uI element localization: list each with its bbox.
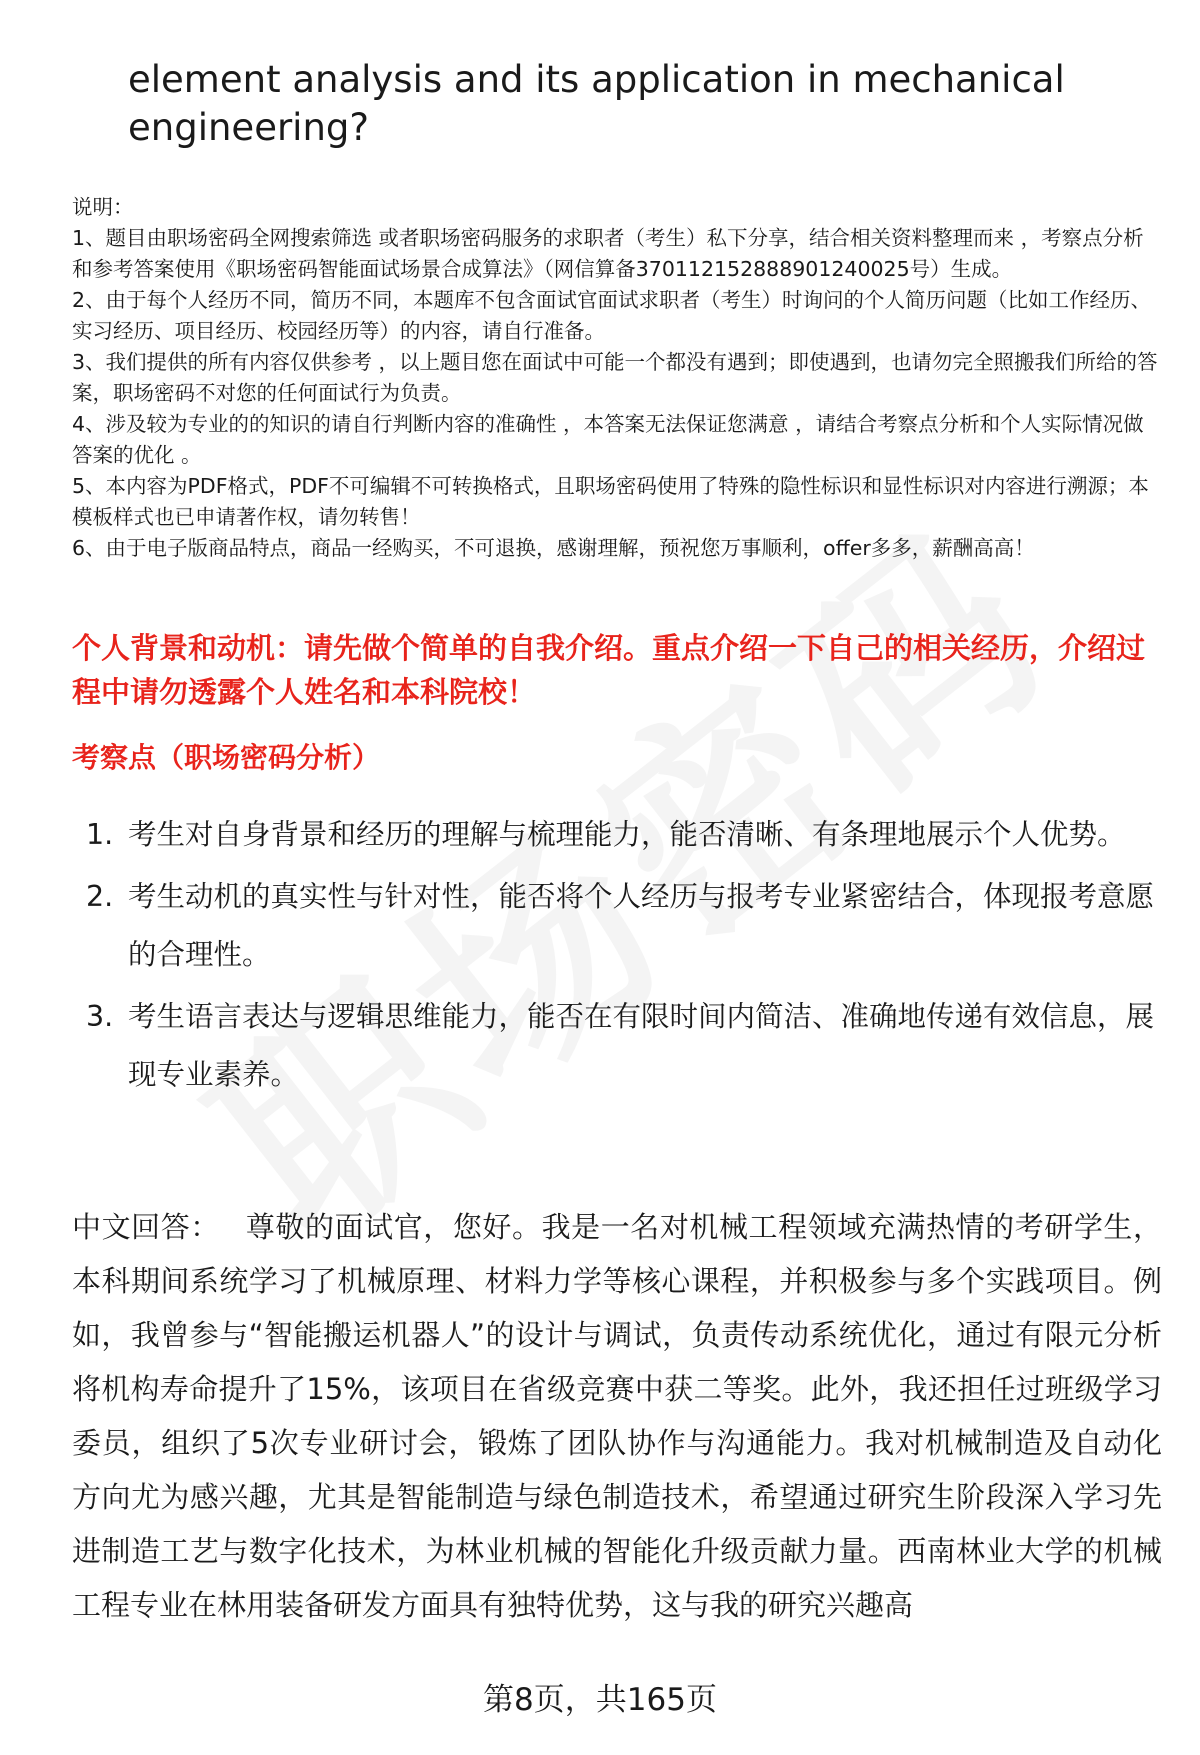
note-item: 1、题目由职场密码全网搜索筛选 或者职场密码服务的求职者（考生）私下分享，结合相关资料整理而来 ，考察点分析和参考答案使用《职场密码智能面试场景合成算法》（网信算备370112152888901240025号）生成。: [72, 226, 1144, 281]
intro-question-heading: 个人背景和动机：请先做个简单的自我介绍。重点介绍一下自己的相关经历，介绍过程中请勿透露个人姓名和本科院校！: [72, 631, 1146, 709]
list-item: [72, 988, 1162, 1104]
note-item: 5、本内容为PDF格式，PDF不可编辑不可转换格式，且职场密码使用了特殊的隐性标识和显性标识对内容进行溯源；本模板样式也已申请著作权，请勿转售！: [72, 474, 1149, 529]
list-item-text: 考生动机的真实性与针对性，能否将个人经历与报考专业紧密结合，体现报考意愿的合理性。: [128, 880, 1155, 971]
question-text: element analysis and its application in mechanical engineering?: [128, 58, 1065, 149]
note-item: 4、涉及较为专业的的知识的请自行判断内容的准确性 ，本答案无法保证您满意 ，请结合考察点分析和个人实际情况做答案的优化 。: [72, 412, 1144, 467]
list-item-text: 考生对自身背景和经历的理解与梳理能力，能否清晰、有条理地展示个人优势。: [128, 818, 1126, 851]
page-number: 第8页，共165页: [483, 1682, 717, 1718]
notes-title: 说明：: [72, 195, 134, 219]
list-item-number: 3.: [86, 1000, 114, 1033]
note-item: 6、由于电子版商品特点，商品一经购买，不可退换，感谢理解，预祝您万事顺利，offer多多，薪酬高高！: [72, 536, 1035, 560]
disclaimer-notes: [72, 192, 1162, 564]
answer-text: 尊敬的面试官，您好。我是一名对机械工程领域充满热情的考研学生，本科期间系统学习了机械原理、材料力学等核心课程，并积极参与多个实践项目。例如，我曾参与“智能搬运机器人”的设计与调试，负责传动系统优化，通过有限元分析将机构寿命提升了15%，该项目在省级竞赛中获二等奖。此外，我还担任过班级学习委员，组织了5次专业研讨会，锻炼了团队协作与沟通能力。我对机械制造及自动化方向尤为感兴趣，尤其是智能制造与绿色制造技术，希望通过研究生阶段深入学习先进制造工艺与数字化技术，为林业机械的智能化升级贡献力量。西南林业大学的机械工程专业在林用装备研发方面具有独特优势，这与我的研究兴趣高: [72, 1210, 1162, 1622]
analysis-heading: 考察点（职场密码分析）: [72, 741, 381, 774]
list-item-number: 1.: [86, 818, 114, 851]
analysis-points-list: [72, 806, 1162, 1108]
list-item-text: 考生语言表达与逻辑思维能力，能否在有限时间内简洁、准确地传递有效信息，展现专业素养。: [128, 1000, 1155, 1091]
note-item: 3、我们提供的所有内容仅供参考 ，以上题目您在面试中可能一个都没有遇到；即使遇到，也请勿完全照搬我们所给的答案，职场密码不对您的任何面试行为负责。: [72, 350, 1158, 405]
answer-label: 中文回答：: [72, 1210, 220, 1244]
list-item: [72, 868, 1162, 984]
answer-paragraph: [72, 1200, 1162, 1632]
note-item: 2、由于每个人经历不同，简历不同，本题库不包含面试官面试求职者（考生）时询问的个人简历问题（比如工作经历、实习经历、项目经历、校园经历等）的内容，请自行准备。: [72, 288, 1152, 343]
list-item: [72, 806, 1162, 864]
list-item-number: 2.: [86, 880, 114, 913]
